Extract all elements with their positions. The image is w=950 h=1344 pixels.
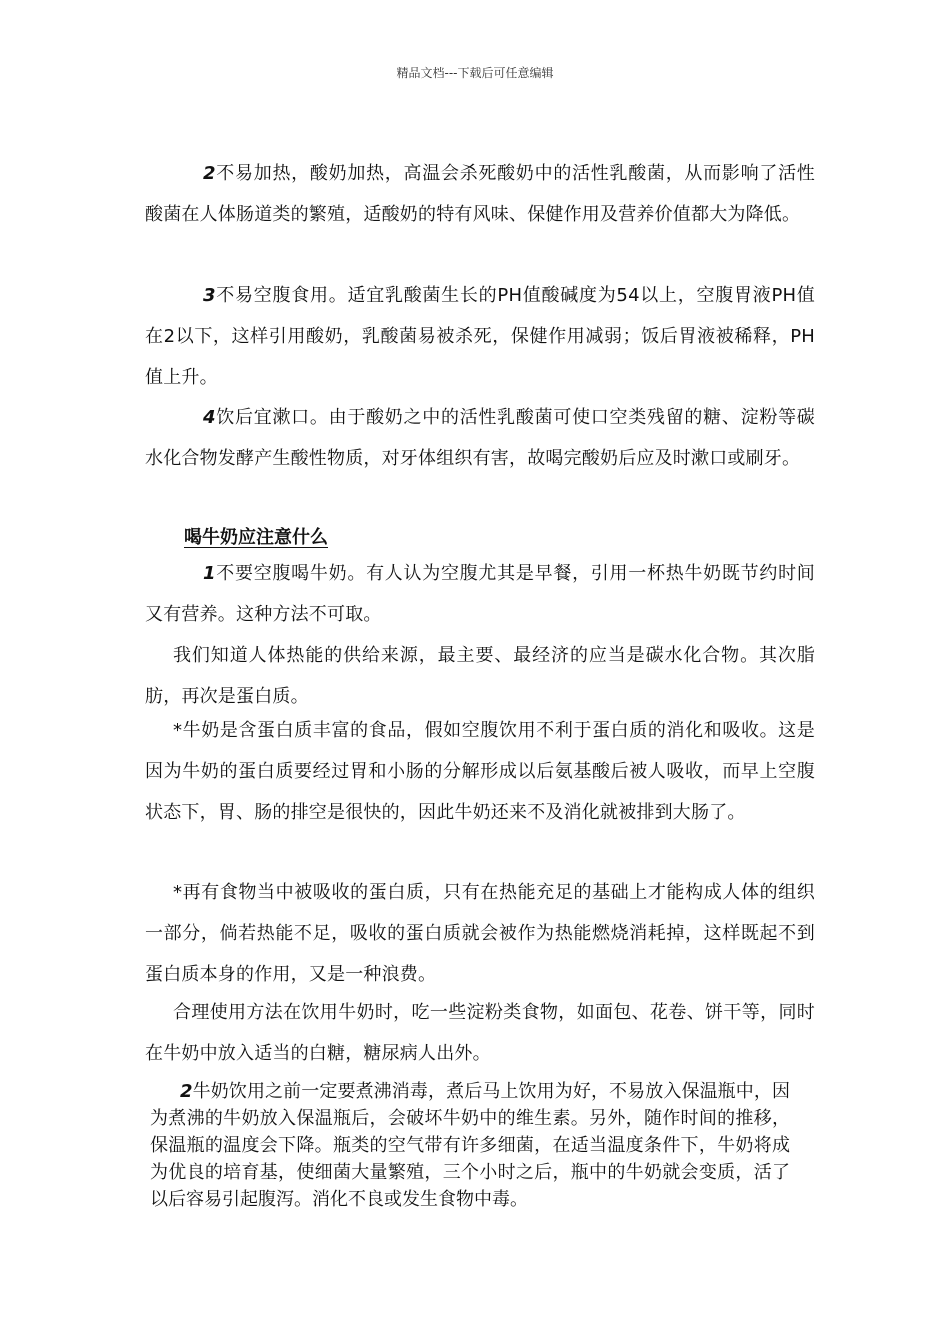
- paragraph-energy-sources: 我们知道人体热能的供给来源，最主要、最经济的应当是碳水化合物。其次脂肪，再次是蛋白质。: [145, 645, 815, 707]
- page-header: 精品文档---下载后可任意编辑: [396, 66, 554, 80]
- item-number: 2: [203, 163, 216, 184]
- section-heading: 喝牛奶应注意什么: [184, 527, 328, 548]
- paragraph-yogurt-rinse: [145, 397, 815, 479]
- paragraph-text: 牛奶饮用之前一定要煮沸消毒，煮后马上饮用为好，不易放入保温瓶中，因为煮沸的牛奶放入保温瓶后，会破坏牛奶中的维生素。另外，随作时间的推移，保温瓶的温度会下降。瓶类的空气带有许多细菌，在适当温度条件下，牛奶将成为优良的培育基，使细菌大量繁殖，三个小时之后，瓶中的牛奶就会变质，活了以后容易引起腹泻。消化不良或发生食物中毒。: [150, 1081, 790, 1210]
- paragraph-proper-method: 合理使用方法在饮用牛奶时，吃一些淀粉类食物，如面包、花卷、饼干等，同时在牛奶中放入适当的白糖，糖尿病人出外。: [145, 1002, 815, 1064]
- paragraph-yogurt-empty-stomach: [145, 275, 815, 398]
- item-number: 1: [203, 563, 216, 584]
- paragraph-yogurt-heating: [145, 153, 815, 235]
- paragraph-milk-boiling: [150, 1078, 790, 1213]
- item-number: 2: [180, 1081, 193, 1102]
- item-number: 4: [203, 407, 216, 428]
- paragraph-text: 不易空腹食用。适宜乳酸菌生长的PH值酸碱度为54以上，空腹胃液PH值在2以下，这样引用酸奶，乳酸菌易被杀死，保健作用减弱；饭后胃液被稀释，PH值上升。: [145, 285, 815, 388]
- paragraph-text: 不要空腹喝牛奶。有人认为空腹尤其是早餐，引用一杯热牛奶既节约时间又有营养。这种方法不可取。: [145, 563, 815, 625]
- paragraph-text: 不易加热，酸奶加热，高温会杀死酸奶中的活性乳酸菌，从而影响了活性酸菌在人体肠道类的繁殖，适酸奶的特有风味、保健作用及营养价值都大为降低。: [145, 163, 815, 225]
- paragraph-protein-energy: *再有食物当中被吸收的蛋白质，只有在热能充足的基础上才能构成人体的组织一部分，倘若热能不足，吸收的蛋白质就会被作为热能燃烧消耗掉，这样既起不到蛋白质本身的作用，又是一种浪费。: [145, 882, 815, 985]
- item-number: 3: [203, 285, 216, 306]
- paragraph-text: 饮后宜漱口。由于酸奶之中的活性乳酸菌可使口空类残留的糖、淀粉等碳水化合物发酵产生酸性物质，对牙体组织有害，故喝完酸奶后应及时漱口或刷牙。: [145, 407, 815, 469]
- paragraph-milk-empty-stomach: [145, 553, 815, 635]
- paragraph-milk-protein: *牛奶是含蛋白质丰富的食品，假如空腹饮用不利于蛋白质的消化和吸收。这是因为牛奶的蛋白质要经过胃和小肠的分解形成以后氨基酸后被人吸收，而早上空腹状态下，胃、肠的排空是很快的，因此牛奶还来不及消化就被排到大肠了。: [145, 720, 815, 823]
